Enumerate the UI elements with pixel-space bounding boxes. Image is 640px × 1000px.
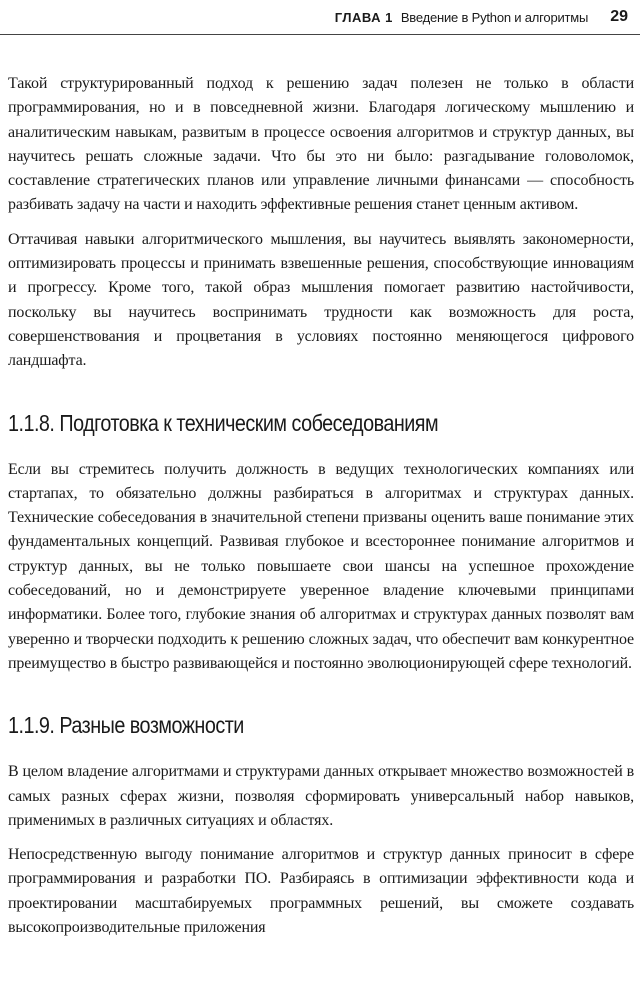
page-number: 29 (610, 8, 628, 25)
header-rule (0, 34, 640, 35)
running-header (0, 4, 628, 30)
page-content (8, 72, 634, 950)
paragraph-algorithmic-thinking: Оттачивая навыки алгоритмического мышления, вы научитесь выявлять закономерности, оптимизировать процессы и принимать взвешенные решения, способствующие инновациям и прогрессу. Кроме того, такой образ мышления помогает развитию настойчивости, поскольку вы научитесь воспринимать трудности как возможность для роста, совершенствования и процветания в условиях постоянно меняющегося цифрового ландшафта. (8, 230, 634, 370)
paragraph-direct-benefit: Непосредственную выгоду понимание алгоритмов и структур данных приносит в сфере программирования и разработки ПО. Разбираясь в оптимизации эффективности кода и проектировании масштабируемых программных решений, вы сможете создавать высокопроизводительные приложения (8, 846, 634, 937)
section-heading-interview-prep: 1.1.8. Подготовка к техническим собеседованиям (8, 409, 439, 436)
chapter-title: Введение в Python и алгоритмы (400, 9, 589, 25)
paragraph-technical-interviews: Если вы стремитесь получить должность в ведущих технологических компаниях или стартапах, то обязательно должны разбираться в алгоритмах и структурах данных. Технические собеседования в значительной степени призваны оценить ваше понимание этих фундаментальных концепций. Развивая глубокое и всестороннее понимание алгоритмов и структур данных, вы не только повышаете свои шансы на успешное прохождение собеседований, но и демонстрируете уверенное владение ключевыми принципами информатики. Более того, глубокие знания об алгоритмах и структурах данных позволят вам уверенно и творчески подходить к решению сложных задач, что обеспечит вам конкурентное преимущество в быстро развивающейся и постоянно эволюционирующей сфере технологий. (8, 460, 634, 672)
paragraph-opportunities: В целом владение алгоритмами и структурами данных открывает множество возможностей в самых разных сферах жизни, позволяя сформировать универсальный набор навыков, применимых в различных ситуациях и областях. (8, 763, 634, 829)
chapter-label: ГЛАВА 1 (334, 9, 393, 25)
section-heading-opportunities: 1.1.9. Разные возможности (8, 712, 244, 739)
paragraph-structured-approach: Такой структурированный подход к решению задач полезен не только в области программирования, но и в повседневной жизни. Благодаря логическому мышлению и аналитическим навыкам, развитым в процессе освоения алгоритмов и структур данных, вы научитесь решать сложные задачи. Что бы это ни было: разгадывание головоломок, составление стратегических планов или управление личными финансами — способность разбивать задачу на части и находить эффективные решения станет ценным активом. (8, 75, 634, 214)
